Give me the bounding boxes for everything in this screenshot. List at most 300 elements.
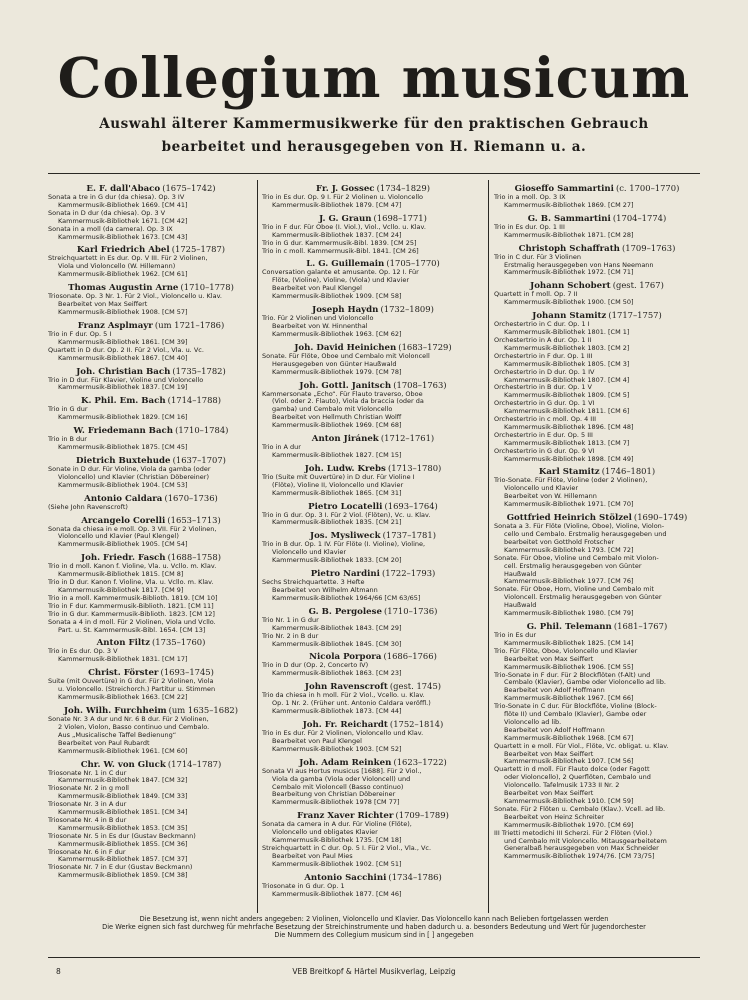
composer-name: Joseph Haydn [312, 305, 379, 316]
work-entry [494, 743, 700, 767]
work-entry [494, 369, 700, 385]
composer-dates: (1735–1760) [152, 637, 206, 648]
work-entry [494, 400, 700, 416]
work-detail: Kammermusik-Bibliothek 1905. [CM 54] [58, 540, 188, 549]
work-detail: Kammermusik-Bibliothek 1861. [CM 39] [58, 337, 188, 346]
composer-dates: (1623–1722) [393, 756, 447, 767]
composer-name: Johann Schobert [530, 281, 611, 292]
composer-dates: (1704–1774) [612, 212, 667, 223]
work-detail: Kammermusik-Bibliothek 1831. [CM 17] [58, 655, 188, 664]
composer-dates: (1713–1780) [387, 462, 442, 473]
work-entry [48, 770, 254, 786]
work-title: Orchestertrio in G dur. Op. 1 VI [494, 399, 595, 408]
work-detail: Violoncello und Klavier (Paul Klengel) [58, 532, 179, 541]
work-detail: Kammermusik-Bibliothek 1801. [CM 1] [504, 328, 630, 337]
work-entry [262, 353, 484, 377]
work-detail: (Viol. oder 2. Flauto), Viola da braccia (oder da [272, 397, 424, 406]
work-detail: Bearbeitet von Adolf Hoffmann [504, 686, 605, 695]
work-entry [48, 678, 254, 702]
work-detail: Kammermusik-Bibliothek 1837. [CM 19] [58, 383, 188, 392]
work-detail: Kammermusik-Bibliothek 1817. [CM 9] [58, 586, 184, 594]
work-entry [48, 864, 254, 880]
work-detail: Viola und Violoncello (W. Hillemann) [58, 262, 176, 271]
work-title: Sonate Nr. 3 A dur und Nr. 6 B dur. Für 2 Violinen, [48, 714, 209, 723]
composer-dates: (1737–1781) [382, 530, 436, 541]
work-title: Quartett in D dur. Op. 2 II. Für 2 Viol., Vla. u. Vc. [48, 345, 204, 354]
work-title: Triosonate Nr. 1 in C dur [48, 768, 127, 777]
work-entry [262, 579, 484, 603]
work-title: Sonata a tre in G dur (da chiesa). Op. 3 IV [48, 193, 185, 201]
work-detail: Viola da gamba (Viola oder Violoncell) und [272, 774, 411, 783]
composer-dates: (1698–1771) [373, 212, 427, 223]
work-detail: Kammermusik-Bibliothek 1900. [CM 50] [504, 298, 634, 307]
work-detail: Flöte, (Violine), Violine, (Viola) und Klavier [272, 276, 409, 285]
work-detail: Bearbeitet von Paul Mies [272, 851, 353, 860]
work-title: Orchestertrio in c moll. Op. 4 III [494, 415, 597, 424]
work-detail: Kammermusik-Bibliothek 1813. [CM 7] [504, 438, 630, 447]
work-detail: Kammermusik-Bibliothek 1979. [CM 78] [272, 367, 402, 376]
work-entry [262, 269, 484, 301]
work-entry [48, 504, 254, 512]
work-detail: Kammermusik-Bibliothek 1843. [CM 29] [272, 623, 402, 632]
work-detail: Kammermusik-Bibliothek 1909. [CM 58] [272, 292, 402, 301]
work-detail: Kammermusik-Bibliothek 1855. [CM 36] [58, 839, 188, 848]
work-title: Sonata a 3. Für Flöte (Violine, Oboe), Violine, Violon- [494, 522, 665, 531]
work-title: Triosonate. Op. 3 Nr. 1. Für 2 Viol., Violoncello u. Klav. [48, 292, 222, 301]
work-entry [262, 315, 484, 339]
composer-dates: (1710–1784) [175, 425, 229, 436]
work-title: Trio in a moll. Kammermusik-Biblioth. 1819. [CM 10] [48, 593, 218, 602]
work-entry [48, 526, 254, 550]
publisher: VEB Breitkopf & Härtel Musikverlag, Leipzig [292, 967, 456, 976]
work-detail: Kammermusik-Bibliothek 1978 [CM 77] [272, 798, 400, 807]
work-entry [48, 849, 254, 865]
work-entry [48, 347, 254, 363]
work-entry [48, 466, 254, 490]
composer-dates: (1710–1736) [384, 605, 438, 616]
work-entry [48, 648, 254, 664]
page-title: Collegium musicum [57, 45, 691, 110]
catalog-columns [48, 180, 700, 913]
work-detail: Kammermusik-Bibliothek 1815. [CM 8] [58, 570, 184, 579]
work-detail: Violoncello) und Klavier (Christian Döbereiner) [58, 472, 209, 481]
work-title: Orchestertrio in D dur. Op. 1 IV [494, 367, 595, 376]
work-title: Trio in C dur. Für 3 Violinen [494, 252, 581, 261]
composer-name: Thomas Augustin Arne [68, 283, 179, 294]
composer-name: K. Phil. Em. Bach [80, 396, 166, 407]
work-title: Trio. Für 2 Violinen und Violoncello [262, 314, 374, 323]
composer-dates: (1683–1729) [398, 341, 452, 352]
top-rule [48, 173, 700, 174]
work-title: (Siehe John Ravenscroft) [48, 502, 128, 511]
work-detail: Kammermusik-Bibliothek 1867. [CM 40] [58, 353, 188, 362]
work-detail: Kammermusik-Bibliothek 1847. [CM 32] [58, 776, 188, 785]
work-detail: Part. u. St. Kammermusik-Bibl. 1654. [CM 13] [58, 625, 206, 634]
work-detail: cello und Cembalo. Erstmalig herausgegeben und [504, 530, 667, 538]
work-detail: Bearbeitet von Hellmuth Christian Wolff [272, 413, 402, 422]
work-title: Trio in F dur. Kammermusik-Biblioth. 1821. [CM 11] [48, 601, 214, 610]
work-entry [494, 337, 700, 353]
composer-dates: (1714–1788) [167, 395, 222, 406]
work-detail: Kammermusik-Bibliothek 1963. [CM 62] [272, 329, 402, 338]
composer-dates: (1734–1786) [388, 871, 442, 882]
composer-name: Joh. Christian Bach [76, 366, 171, 377]
work-detail: Kammermusik-Bibliothek 1859. [CM 38] [58, 871, 188, 880]
work-detail: cell. Erstmalig herausgegeben von Günter [504, 561, 642, 570]
composer-dates: (1686–1766) [383, 651, 437, 662]
work-detail: Kammermusik-Bibliothek 1972. [CM 71] [504, 268, 634, 277]
work-detail: Op. 1 Nr. 2. (Früher unt. Antonio Caldara veröffl.) [272, 699, 431, 708]
work-entry [262, 248, 484, 256]
work-title: Sonate. Für 2 Flöten u. Cembalo (Klav.). Vcell. ad lib. [494, 804, 666, 813]
work-entry [262, 391, 484, 431]
work-title: Quartett in e moll. Für Viol., Flöte, Vc. obligat. u. Klav. [494, 741, 669, 750]
work-detail: oder Violoncello), 2 Querflöten, Cembalo und [504, 773, 651, 782]
work-title: Trio Nr. 2 in B dur [262, 631, 319, 640]
composer-name: Dietrich Buxtehude [76, 455, 171, 466]
work-entry [48, 563, 254, 579]
work-entry [262, 474, 484, 498]
work-title: Trio in G dur. Kammermusik-Biblioth. 1823. [CM 12] [48, 609, 215, 618]
work-title: Trio. Für Flöte, Oboe, Violoncello und Klavier [494, 646, 638, 655]
composer-name: Pietro Locatelli [308, 501, 383, 512]
work-title: Triosonate Nr. 7 in E dur (Gustav Beckmann) [48, 863, 193, 872]
work-detail: Bearbeitet von Max Seiffert [504, 789, 594, 798]
composer-name: John Ravenscroft [304, 682, 388, 693]
work-detail: 2 Violen, Violon, Basso continuo und Cembalo. [58, 722, 210, 731]
work-title: Suite (mit Ouvertüre) in G dur. Für 2 Violinen, Viola [48, 677, 214, 686]
work-detail: Kammermusik-Bibliothek 1849. [CM 33] [58, 792, 188, 801]
composer-heading [262, 380, 484, 391]
work-detail: Bearbeitet von Heinz Schreiter [504, 812, 604, 821]
work-detail: Kammermusik-Bibliothek 1907. [CM 56] [504, 757, 634, 766]
work-detail: Bearbeitet von Paul Rubardt [58, 738, 150, 747]
work-entry [494, 523, 700, 555]
footnote-line: Die Werke eignen sich fast durchweg für mehrfache Besetzung der Streichinstrumente und haben dadurch u. a. besonders Bedeutung und Wert für Jugendorchester [102, 923, 646, 931]
work-detail: Bearbeitet von Paul Klengel [272, 736, 362, 745]
work-entry [494, 384, 700, 400]
work-detail: Kammermusik-Bibliothek 1908. [CM 57] [58, 307, 188, 316]
work-title: Trio in B dur. Op. 1 IV. Für Flöte (I. Violine), Violine, [262, 540, 426, 549]
work-title: Trio in F dur. Für Oboe (I. Viol.), Viol., Vcllo. u. Klav. [262, 222, 426, 231]
work-title: Trio (Suite mit Ouvertüre) in D dur. Für Violine I [262, 472, 415, 481]
composer-dates: (1690–1749) [633, 512, 688, 523]
work-title: Orchestertrio in E dur. Op. 5 III [494, 430, 593, 439]
work-detail: Kammermusik-Bibliothek 1865. [CM 31] [272, 488, 402, 497]
work-title: Trio-Sonate. Für Flöte, Violine (oder 2 Violinen), [494, 476, 648, 485]
work-detail: Bearbeitung von Christian Döbereiner [272, 790, 396, 799]
work-entry [494, 353, 700, 369]
column-divider [488, 180, 489, 913]
work-detail: Bearbeitet von Max Seiffert [58, 300, 148, 309]
work-title: Quartett in f moll. Op. 7 II [494, 290, 578, 299]
composer-name: Christoph Schaffrath [518, 243, 620, 254]
work-entry [494, 432, 700, 448]
composer-dates: (1708–1763) [393, 379, 447, 390]
composer-name: Joh. Fr. Reichardt [302, 719, 388, 730]
work-detail: Violoncello ad lib. [504, 717, 562, 726]
work-title: Triosonate in G dur. Op. 1 [262, 881, 345, 890]
composer-dates: (1725–1787) [171, 244, 226, 255]
work-detail: Kammermusik-Bibliothek 1851. [CM 34] [58, 808, 188, 817]
work-detail: Kammermusik-Bibliothek 1871. [CM 28] [504, 230, 634, 239]
work-title: Triosonate Nr. 5 in Es dur (Gustav Beckmann) [48, 831, 196, 840]
work-entry [48, 331, 254, 347]
work-detail: Kammermusik-Bibliothek 1853. [CM 35] [58, 823, 188, 832]
work-detail: Kammermusik-Bibliothek 1735. [CM 18] [272, 836, 402, 845]
work-detail: Kammermusik-Bibliothek 1845. [CM 30] [272, 639, 402, 648]
composer-name: Johann Stamitz [532, 311, 607, 322]
composer-dates: (1712–1761) [380, 433, 435, 444]
work-title: Trio Nr. 1 in G dur [262, 615, 319, 624]
composer-name: Nicola Porpora [309, 652, 382, 663]
work-entry [48, 619, 254, 635]
work-title: Streichquartett in Es dur. Op. V III. Für 2 Violinen, [48, 254, 208, 263]
composer-dates: (um 1635–1682) [168, 704, 238, 715]
work-detail: Kammermusik-Bibliothek 1967. [CM 66] [504, 694, 634, 703]
work-title: Trio in Es dur. Op. 1 III [494, 222, 565, 231]
work-entry [48, 785, 254, 801]
work-detail: Kammermusik-Bibliothek 1898. [CM 49] [504, 454, 634, 463]
work-entry [262, 883, 484, 899]
work-detail: Kammermusik-Bibliothek 1809. [CM 5] [504, 391, 630, 400]
work-entry [262, 444, 484, 460]
work-entry [494, 672, 700, 704]
composer-name: Antonio Sacchini [304, 872, 387, 883]
work-entry [494, 555, 700, 587]
work-detail: Violoncello. Tafelmusik 1733 II Nr. 2 [504, 781, 620, 790]
work-detail: Kammermusik-Bibliothek 1968. [CM 67] [504, 733, 634, 742]
work-detail: Cembalo mit Violoncell (Basso continuo) [272, 782, 404, 791]
work-detail: Kammermusik-Bibliothek 1910. [CM 59] [504, 797, 634, 805]
work-entry [48, 579, 254, 595]
work-detail: Violoncello und Klavier [272, 548, 347, 557]
work-detail: Kammermusik-Bibliothek 1833. [CM 20] [272, 556, 402, 565]
work-title: Trio in Es dur. Op. 9 I. Für 2 Violinen u. Violoncello [262, 193, 424, 201]
work-detail: Kammermusik-Bibliothek 1869. [CM 27] [504, 200, 634, 209]
work-detail: Generalbaß herausgegeben von Max Schneider [504, 844, 659, 853]
composer-name: Anton Filtz [96, 638, 150, 649]
composer-name: Joh. David Heinichen [294, 342, 397, 353]
work-entry [48, 833, 254, 849]
work-detail: Violoncello und obligates Klavier [272, 828, 378, 837]
work-title: Sonata in a moll (da camera). Op. 3 IX [48, 224, 173, 233]
composer-dates: (1688–1758) [167, 552, 221, 563]
work-title: Sonate. Für Oboe, Horn, Violine und Cembalo mit [494, 585, 654, 594]
work-detail: Kammermusik-Bibliothek 1902. [CM 51] [272, 859, 402, 868]
subtitle-line-2: bearbeitet und herausgegeben von H. Riemann u. a. [161, 139, 587, 155]
work-detail: Violoncell. Erstmalig herausgegeben von Günter [504, 593, 662, 602]
work-entry [494, 648, 700, 672]
work-title: Trio in D dur. Kanon f. Violine, Vla. u. Vcllo. m. Klav. [48, 578, 214, 587]
work-entry [494, 806, 700, 830]
composer-dates: (1693–1745) [160, 667, 214, 678]
composer-name: Pietro Nardini [310, 569, 380, 580]
work-detail: Kammermusik-Bibliothek 1671. [CM 42] [58, 216, 188, 225]
work-detail: Kammermusik-Bibliothek 1904. [CM 53] [58, 480, 188, 489]
composer-name: Joh. Wilh. Furchheim [63, 705, 167, 716]
composer-dates: (1675–1742) [162, 183, 216, 193]
work-title: Triosonate Nr. 3 in A dur [48, 800, 127, 809]
work-detail: u. Violoncello. (Streichorch.) Partitur u. Stimmen [58, 685, 216, 694]
work-title: Trio in D dur. Für Klavier, Violine und Violoncello [48, 375, 204, 384]
work-detail: Violoncello und Klavier [504, 484, 579, 493]
composer-dates: (1752–1814) [389, 718, 444, 729]
composer-name: Karl Stamitz [538, 467, 600, 478]
work-detail: Kammermusik-Bibliothek 1807. [CM 4] [504, 375, 630, 384]
work-detail: Bearbeitet von Wilhelm Altmann [272, 586, 378, 594]
work-detail: Kammermusik-Bibliothek 1669. [CM 41] [58, 200, 188, 209]
work-detail: Kammermusik-Bibliothek 1961. [CM 60] [58, 746, 188, 755]
work-detail: Bearbeitet von Adolf Hoffmann [504, 725, 605, 734]
composer-heading [48, 759, 254, 770]
work-entry [262, 617, 484, 633]
work-title: Trio-Sonate in F dur. Für 2 Blockflöten (f-Alt) und [494, 670, 651, 679]
work-detail: Kammermusik-Bibliothek 1896. [CM 48] [504, 422, 634, 431]
work-detail: gamba) und Cembalo mit Violoncello [272, 405, 393, 414]
composer-dates: (gest. 1767) [612, 280, 664, 291]
work-title: Sonata VI aus Hortus musicus [1688]. Für 2 Viol., [262, 766, 422, 775]
composer-dates: (1709–1763) [622, 242, 676, 253]
work-entry [262, 730, 484, 754]
composer-dates: (1710–1778) [180, 282, 234, 293]
work-detail: Kammermusik-Bibliothek 1837. [CM 24] [272, 230, 402, 239]
work-entry [48, 801, 254, 817]
work-title: Orchestertrio in F dur. Op. 1 III [494, 351, 593, 360]
work-detail: Kammermusik-Bibliothek 1974/76. [CM 73/75] [504, 852, 655, 861]
work-title: Sechs Streichquartette. 3 Hefte [262, 578, 365, 587]
work-detail: Kammermusik-Bibliothek 1827. [CM 15] [272, 450, 402, 459]
subtitle-line-1: Auswahl älterer Kammermusikwerke für den praktischen Gebrauch [99, 116, 649, 132]
work-detail: Bearbeitet von W. Hinnenthal [272, 321, 368, 330]
work-entry [262, 768, 484, 808]
work-title: Sonata da camera in A dur. Für Violine (Flöte), [262, 820, 412, 829]
work-title: III Trietti metodichi III Scherzi. Für 2 Flöten (Viol.) [494, 828, 653, 837]
work-detail: Kammermusik-Bibliothek 1970. [CM 69] [504, 820, 634, 829]
work-entry [494, 477, 700, 509]
work-entry [48, 226, 254, 242]
composer-name: Chr. W. von Gluck [80, 759, 166, 770]
work-entry [262, 512, 484, 528]
work-detail: Cembalo (Klavier), Gambe oder Violoncello ad lib. [504, 678, 666, 687]
work-entry [494, 291, 700, 307]
composer-name: Joh. Adam Reinken [299, 757, 392, 768]
work-detail: bearbeitet von Gotthold Frotscher [504, 537, 615, 546]
composer-name: Franz Xaver Richter [297, 811, 394, 822]
composer-dates: (gest. 1745) [389, 681, 442, 692]
work-title: Trio in G dur. Op. 3 I. Für 2 Viol. (Flöten), Vc. u. Klav. [262, 510, 431, 519]
composer-dates: (1705–1770) [386, 258, 440, 269]
composer-name: Jos. Mysliweck [310, 531, 381, 542]
work-title: Trio in d moll. Kanon f. Violine, Vla. u. Vcllo. m. Klav. [48, 562, 217, 571]
composer-name: Gioseffo Sammartini [514, 184, 614, 194]
column-divider [257, 180, 258, 913]
work-title: Orchestertrio in B dur. Op. 1 V [494, 383, 593, 392]
work-detail: flöte II) und Cembalo (Klavier), Gambe oder [504, 710, 647, 719]
work-entry [48, 436, 254, 452]
composer-dates: (1714–1787) [167, 758, 222, 769]
work-entry [262, 541, 484, 565]
work-entry [494, 321, 700, 337]
work-detail: Kammermusik-Bibliothek 1877. [CM 46] [272, 889, 402, 898]
composer-dates: (1709–1789) [395, 810, 449, 821]
work-detail: Kammermusik-Bibliothek 1971. [CM 70] [504, 500, 634, 509]
column-1 [48, 180, 254, 913]
work-title: Trio in Es dur [494, 630, 537, 639]
composer-name: Christ. Förster [88, 668, 159, 679]
work-detail: Kammermusik-Bibliothek 1835. [CM 21] [272, 518, 402, 527]
composer-name: Joh. Ludw. Krebs [304, 463, 386, 474]
composer-dates: (1732–1809) [380, 304, 434, 315]
work-entry [494, 586, 700, 618]
work-title: Kammersonate „Echo“. Für Flauto traverso, Oboe [262, 389, 423, 398]
work-detail: Kammermusik-Bibliothek 1962. [CM 61] [58, 270, 188, 279]
work-detail: Kammermusik-Bibliothek 1879. [CM 47] [272, 200, 402, 209]
composer-heading [48, 493, 254, 504]
work-title: Trio in G dur. Kammermusik-Bibl. 1839. [CM 25] [262, 238, 417, 247]
work-title: Sonate. Für Oboe, Violine und Cembalo mit Violon- [494, 553, 659, 562]
work-detail: Herausgegeben von Günter Haußwald [272, 359, 397, 368]
work-entry [48, 293, 254, 317]
composer-name: Joh. Gottl. Janitsch [299, 380, 392, 391]
composer-dates: (1717–1757) [608, 310, 662, 321]
work-detail: Kammermusik-Bibliothek 1977. [CM 76] [504, 577, 634, 586]
work-detail: Kammermusik-Bibliothek 1875. [CM 45] [58, 443, 188, 452]
work-title: Sonate in D dur. Für Violine, Viola da gamba (oder [48, 464, 211, 473]
composer-dates: (1637–1707) [172, 454, 226, 465]
work-detail: Bearbeitet von Max Seiffert [504, 749, 594, 758]
composer-dates: (c. 1700–1770) [615, 183, 680, 193]
work-title: Trio-Sonate in C dur. Für Blockflöte, Violine (Block- [494, 702, 657, 711]
work-detail: Kammermusik-Bibliothek 1805. [CM 3] [504, 359, 630, 368]
work-title: Triosonate Nr. 6 in F dur [48, 847, 126, 856]
work-detail: Haußwald [504, 601, 537, 610]
work-title: Sonata in D dur (da chiesa). Op. 3 V [48, 208, 166, 217]
work-detail: Bearbeitet von W. Hillemann [504, 492, 597, 501]
work-entry [494, 448, 700, 464]
work-title: Trio in F dur. Op. 5 I [48, 329, 112, 338]
composer-heading [262, 501, 484, 512]
work-detail: Kammermusik-Bibliothek 1811. [CM 6] [504, 407, 630, 416]
work-entry [48, 210, 254, 226]
work-detail: Kammermusik-Bibliothek 1873. [CM 44] [272, 707, 402, 716]
work-detail: Aus „Musicalische Taffel Bedienung“ [58, 730, 177, 739]
work-entry [494, 632, 700, 648]
work-entry [262, 821, 484, 845]
work-entry [48, 255, 254, 279]
composer-name: G. Phil. Telemann [526, 621, 612, 632]
composer-name: G. B. Pergolese [308, 606, 382, 617]
work-detail: Bearbeitet von Paul Klengel [272, 284, 362, 293]
work-title: Trio in G dur [48, 405, 88, 414]
footnote [48, 915, 700, 939]
composer-dates: (um 1721–1786) [154, 319, 225, 330]
composer-name: Arcangelo Corelli [81, 515, 166, 526]
column-3 [494, 180, 700, 913]
work-detail: Kammermusik-Bibliothek 1857. [CM 37] [58, 855, 188, 864]
work-detail: Kammermusik-Bibliothek 1964/66 [CM 63/65] [272, 593, 421, 602]
work-entry [494, 254, 700, 278]
work-detail: Kammermusik-Bibliothek 1829. [CM 16] [58, 413, 188, 422]
composer-heading [48, 366, 254, 377]
composer-dates: (1746–1801) [601, 466, 656, 477]
work-title: Triosonate Nr. 4 in B dur [48, 815, 127, 824]
composer-heading [48, 515, 254, 526]
work-detail: Kammermusik-Bibliothek 1906. [CM 55] [504, 662, 634, 671]
work-entry [262, 845, 484, 869]
work-detail: Kammermusik-Bibliothek 1793. [CM 72] [504, 545, 634, 554]
work-detail: Kammermusik-Bibliothek 1863. [CM 23] [272, 669, 402, 678]
